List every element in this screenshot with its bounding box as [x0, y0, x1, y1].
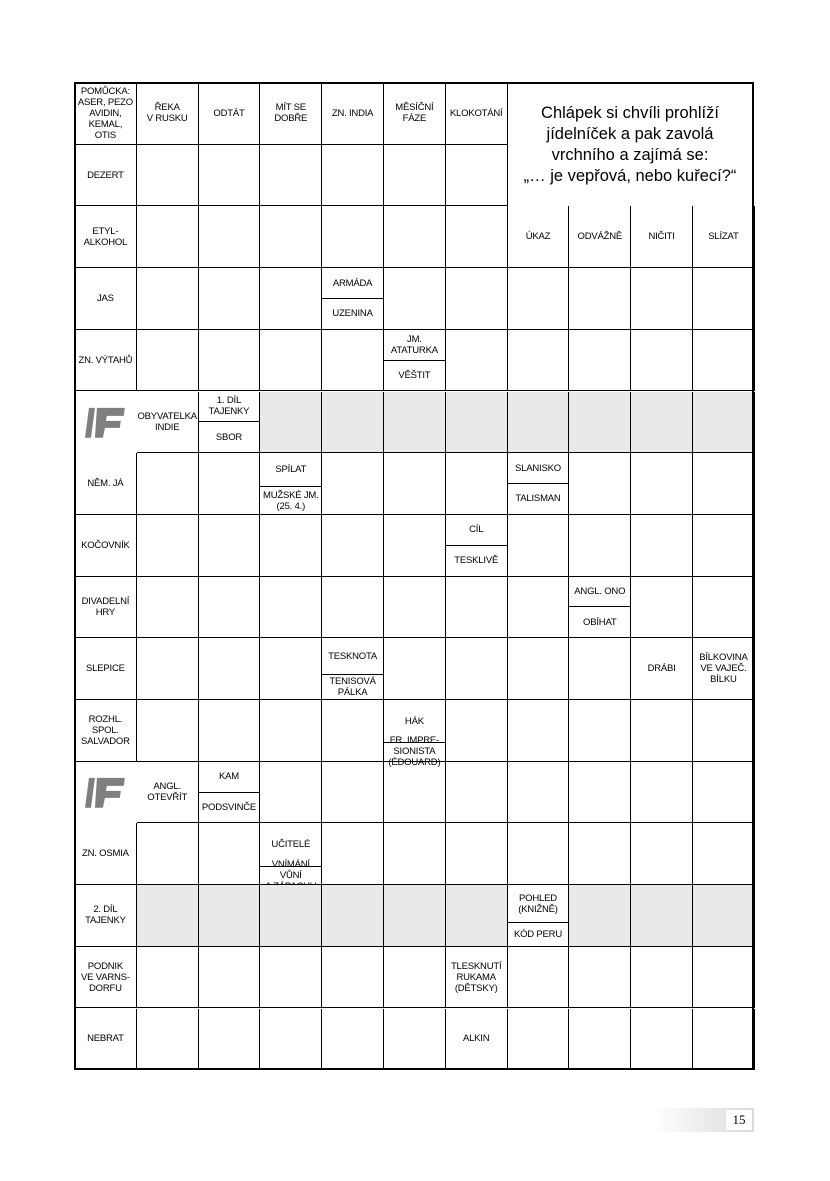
clue-cell: KÓD PERU — [508, 923, 570, 946]
answer-cell[interactable] — [322, 206, 384, 268]
answer-cell[interactable] — [631, 453, 693, 515]
answer-cell[interactable] — [569, 515, 631, 577]
answer-cell[interactable] — [384, 947, 446, 1009]
clue-cell: OBYVATELKA INDIE — [137, 392, 199, 454]
clue-cell: POHLED (KNIŽNĚ) — [508, 885, 570, 923]
clue-cell: ALKIN — [446, 1009, 508, 1071]
answer-cell[interactable] — [260, 515, 322, 577]
answer-cell[interactable] — [631, 700, 693, 762]
answer-cell[interactable] — [693, 1009, 755, 1071]
clue-cell: ARMÁDA — [322, 268, 384, 299]
answer-cell[interactable] — [199, 885, 261, 947]
column-clue: ZN. INDIA — [322, 83, 384, 145]
answer-cell[interactable] — [260, 330, 322, 392]
answer-cell[interactable] — [384, 206, 446, 268]
answer-cell[interactable] — [569, 1009, 631, 1071]
answer-cell[interactable] — [322, 762, 384, 824]
clue-cell: TALISMAN — [508, 484, 570, 515]
answer-cell[interactable] — [137, 700, 199, 762]
answer-cell[interactable] — [693, 392, 755, 454]
answer-cell[interactable] — [260, 762, 322, 824]
answer-cell[interactable] — [508, 947, 570, 1009]
clue-cell: MUŽSKÉ JM. (25. 4.) — [260, 487, 322, 515]
answer-cell[interactable] — [569, 392, 631, 454]
answer-cell[interactable] — [508, 330, 570, 392]
clue-cell: PODSVINČE — [199, 793, 261, 824]
clue-cell: ANGL. OTEVŘÍT — [137, 762, 199, 824]
answer-cell[interactable] — [260, 1009, 322, 1071]
column-clue: MÍT SE DOBŘE — [260, 83, 322, 145]
answer-cell[interactable] — [384, 145, 446, 207]
answer-cell[interactable] — [137, 515, 199, 577]
answer-cell[interactable] — [508, 577, 570, 639]
answer-cell[interactable] — [693, 330, 755, 392]
answer-cell[interactable] — [446, 145, 508, 207]
clue-cell: CÍL — [446, 515, 508, 546]
answer-cell[interactable] — [199, 268, 261, 330]
clue-cell: VĚŠTIT — [384, 361, 446, 392]
answer-cell[interactable] — [322, 515, 384, 577]
clue-cell: SBOR — [199, 422, 261, 453]
answer-cell[interactable] — [199, 453, 261, 515]
answer-cell[interactable] — [631, 577, 693, 639]
answer-cell[interactable] — [199, 515, 261, 577]
answer-cell[interactable] — [260, 947, 322, 1009]
answer-cell[interactable] — [137, 330, 199, 392]
answer-cell[interactable] — [569, 268, 631, 330]
hint-clue: POMŮCKA: ASER, PEZO AVIDIN, KEMAL, OTIS — [75, 83, 137, 145]
answer-cell[interactable] — [508, 1009, 570, 1071]
answer-cell[interactable] — [693, 947, 755, 1009]
answer-cell[interactable] — [260, 700, 322, 762]
answer-cell[interactable] — [384, 453, 446, 515]
answer-cell[interactable] — [199, 638, 261, 700]
answer-cell[interactable] — [631, 947, 693, 1009]
answer-cell[interactable] — [569, 330, 631, 392]
answer-cell[interactable] — [508, 762, 570, 824]
column-clue: MĚSÍČNÍ FÁZE — [384, 83, 446, 145]
answer-cell[interactable] — [199, 145, 261, 207]
answer-cell[interactable] — [569, 638, 631, 700]
answer-cell[interactable] — [631, 762, 693, 824]
answer-cell[interactable] — [508, 700, 570, 762]
answer-cell[interactable] — [384, 515, 446, 577]
clue-cell: SIONISTA (ÉDOUARD) — [384, 743, 446, 762]
answer-cell[interactable] — [199, 823, 261, 885]
column-clue: ŘEKA V RUSKU — [137, 83, 199, 145]
answer-cell[interactable] — [260, 392, 322, 454]
answer-cell[interactable] — [569, 947, 631, 1009]
answer-cell[interactable] — [631, 330, 693, 392]
answer-cell[interactable] — [446, 392, 508, 454]
answer-cell[interactable] — [631, 392, 693, 454]
column-clue: ODVÁŽNĚ — [569, 206, 631, 268]
answer-cell[interactable] — [446, 577, 508, 639]
answer-cell[interactable] — [260, 268, 322, 330]
answer-cell[interactable] — [322, 577, 384, 639]
row-clue: KOČOVNÍK — [75, 515, 137, 577]
clue-cell: VŮNÍ — [260, 867, 322, 886]
answer-cell[interactable] — [446, 700, 508, 762]
row-clue: 2. DÍL TAJENKY — [75, 885, 137, 947]
answer-cell[interactable] — [446, 638, 508, 700]
answer-cell[interactable] — [384, 885, 446, 947]
column-clue: ODTÁT — [199, 83, 261, 145]
clue-cell: SLANISKO — [508, 453, 570, 484]
publisher-logo-icon — [75, 392, 137, 454]
clue-cell: KAM — [199, 762, 261, 793]
clue-cell: BÍLKOVINA VE VAJEČ. BÍLKU — [693, 638, 755, 700]
answer-cell[interactable] — [322, 330, 384, 392]
answer-cell[interactable] — [322, 823, 384, 885]
answer-cell[interactable] — [569, 885, 631, 947]
answer-cell[interactable] — [260, 638, 322, 700]
clue-cell: UČITELÉ — [260, 823, 322, 866]
answer-cell[interactable] — [384, 762, 446, 824]
answer-cell[interactable] — [693, 515, 755, 577]
answer-cell[interactable] — [384, 638, 446, 700]
answer-cell[interactable] — [508, 392, 570, 454]
column-clue: KLOKOTÁNÍ — [446, 83, 508, 145]
answer-cell[interactable] — [199, 577, 261, 639]
answer-cell[interactable] — [384, 1009, 446, 1071]
answer-cell[interactable] — [446, 330, 508, 392]
answer-cell[interactable] — [384, 392, 446, 454]
answer-cell[interactable] — [322, 885, 384, 947]
answer-cell[interactable] — [137, 453, 199, 515]
clue-cell: ANGL. ONO — [569, 577, 631, 608]
answer-cell[interactable] — [137, 885, 199, 947]
answer-cell[interactable] — [384, 577, 446, 639]
answer-cell[interactable] — [260, 577, 322, 639]
answer-cell[interactable] — [137, 206, 199, 268]
row-clue: ETYL- ALKOHOL — [75, 206, 137, 268]
answer-cell[interactable] — [322, 453, 384, 515]
clue-cell: HÁK — [384, 700, 446, 743]
answer-cell[interactable] — [199, 206, 261, 268]
clue-cell: DRÁBI — [631, 638, 693, 700]
answer-cell[interactable] — [384, 823, 446, 885]
answer-cell[interactable] — [260, 885, 322, 947]
clue-cell: SPÍLAT — [260, 453, 322, 487]
riddle-text: Chlápek si chvíli prohlíží jídelníček a pak zavolá vrchního a zajímá se: „… je vepřová, nebo kuřecí?“ — [508, 84, 752, 206]
row-clue: DEZERT — [75, 145, 137, 207]
answer-cell[interactable] — [260, 206, 322, 268]
answer-cell[interactable] — [631, 885, 693, 947]
answer-cell[interactable] — [137, 1009, 199, 1071]
answer-cell[interactable] — [137, 823, 199, 885]
clue-cell: TESKNOTA — [322, 638, 384, 675]
clue-cell: JM. ATATURKA — [384, 330, 446, 361]
row-clue: ZN. VÝTAHŮ — [75, 330, 137, 392]
answer-cell[interactable] — [508, 638, 570, 700]
answer-cell[interactable] — [569, 700, 631, 762]
answer-cell[interactable] — [137, 145, 199, 207]
answer-cell[interactable] — [631, 1009, 693, 1071]
answer-cell[interactable] — [693, 885, 755, 947]
answer-cell[interactable] — [693, 577, 755, 639]
answer-cell[interactable] — [693, 453, 755, 515]
answer-cell[interactable] — [199, 330, 261, 392]
answer-cell[interactable] — [199, 947, 261, 1009]
row-clue: DIVADELNÍ HRY — [75, 577, 137, 639]
answer-cell[interactable] — [446, 885, 508, 947]
row-clue: PODNIK VE VARNS- DORFU — [75, 947, 137, 1009]
answer-cell[interactable] — [693, 762, 755, 824]
answer-cell[interactable] — [322, 700, 384, 762]
column-clue: NIČITI — [631, 206, 693, 268]
answer-cell[interactable] — [384, 268, 446, 330]
clue-cell: TLESKNUTÍ RUKAMA (DĚTSKY) — [446, 947, 508, 1009]
answer-cell[interactable] — [446, 453, 508, 515]
publisher-logo-icon — [75, 762, 137, 824]
row-clue: NĚM. JÁ — [75, 453, 137, 515]
answer-cell[interactable] — [322, 1009, 384, 1071]
answer-cell[interactable] — [631, 268, 693, 330]
answer-cell[interactable] — [137, 947, 199, 1009]
answer-cell[interactable] — [446, 762, 508, 824]
clue-cell: 1. DÍL TAJENKY — [199, 392, 261, 423]
answer-cell[interactable] — [137, 638, 199, 700]
row-clue: JAS — [75, 268, 137, 330]
answer-cell[interactable] — [693, 268, 755, 330]
answer-cell[interactable] — [508, 515, 570, 577]
column-clue: SLÍZAT — [693, 206, 755, 268]
answer-cell[interactable] — [446, 206, 508, 268]
answer-cell[interactable] — [137, 577, 199, 639]
answer-cell[interactable] — [137, 268, 199, 330]
clue-cell: TENISOVÁ PÁLKA — [322, 675, 384, 700]
answer-cell[interactable] — [260, 145, 322, 207]
row-clue: NEBRAT — [75, 1009, 137, 1071]
answer-cell[interactable] — [322, 145, 384, 207]
row-clue: SLEPICE — [75, 638, 137, 700]
answer-cell[interactable] — [199, 1009, 261, 1071]
answer-cell[interactable] — [508, 823, 570, 885]
answer-cell[interactable] — [569, 453, 631, 515]
clue-cell: TESKLIVĚ — [446, 546, 508, 577]
answer-cell[interactable] — [569, 823, 631, 885]
answer-cell[interactable] — [631, 823, 693, 885]
answer-cell[interactable] — [508, 268, 570, 330]
page-number-box — [654, 1108, 754, 1132]
answer-cell[interactable] — [446, 268, 508, 330]
answer-cell[interactable] — [322, 392, 384, 454]
answer-cell[interactable] — [693, 700, 755, 762]
clue-cell: UZENINA — [322, 299, 384, 330]
answer-cell[interactable] — [446, 823, 508, 885]
row-clue: ZN. OSMIA — [75, 823, 137, 885]
answer-cell[interactable] — [199, 700, 261, 762]
answer-cell[interactable] — [693, 823, 755, 885]
row-clue: ROZHL. SPOL. SALVADOR — [75, 700, 137, 762]
page-number: 15 — [726, 1110, 752, 1130]
column-clue: ÚKAZ — [508, 206, 570, 268]
answer-cell[interactable] — [631, 515, 693, 577]
answer-cell[interactable] — [322, 947, 384, 1009]
clue-cell: OBÍHAT — [569, 607, 631, 638]
answer-cell[interactable] — [569, 762, 631, 824]
